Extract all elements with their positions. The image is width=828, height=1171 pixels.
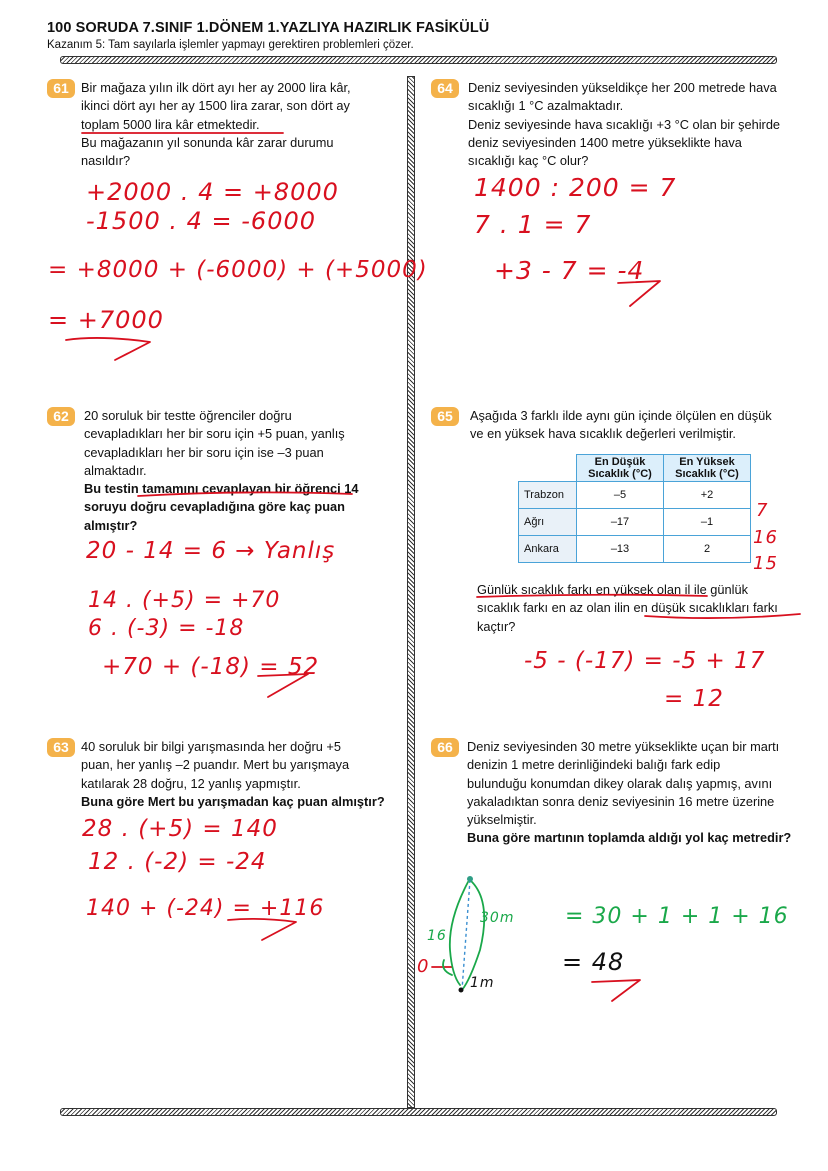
solution-62-answer: +70 + (-18) = 52 <box>102 654 320 680</box>
solution-65-answer: = 12 <box>664 686 724 712</box>
underline-65b <box>645 614 800 618</box>
solution-63-line2: 12 . (-2) = -24 <box>88 849 267 875</box>
dive-vertical-line <box>462 880 470 990</box>
solution-64-answer: +3 - 7 = -4 <box>494 256 645 285</box>
question-63-text: 40 soruluk bir bilgi yarışmasında her doğru +5 puan, her yanlış –2 puandır. Mert bu yarışmaya katılarak 28 doğru, 12 yanlış yapmıştır. Buna göre Mert bu yarışmadan kaç puan almıştır? <box>81 739 385 809</box>
table-row: Trabzon –5 +2 <box>519 482 751 509</box>
page-title: 100 SORUDA 7.SINIF 1.DÖNEM 1.YAZLIYA HAZIRLIK FASİKÜLÜ <box>47 20 490 36</box>
solution-66-line1: = 30 + 1 + 1 + 16 <box>565 904 789 929</box>
question-66-text: Deniz seviyesinden 30 metre yükseklikte uçan bir martı denizin 1 metre derinliğindeki balığı fark edip bulunduğu konumdan dikey olarak dalış yapmış, avını yakaladıktan sonra deniz seviyesinin 16 metre üzerine yükselmiştir. Buna göre martının toplamda aldığı yol kaç metredir? <box>467 739 792 846</box>
solution-65-line1: -5 - (-17) = -5 + 17 <box>524 648 766 674</box>
solution-62-line2: 14 . (+5) = +70 <box>88 588 281 613</box>
diagram-label-up: 16 <box>427 928 447 944</box>
question-number-61: 61 <box>47 79 75 98</box>
page-subtitle: Kazanım 5: Tam sayılarla işlemler yapmayı gerektiren problemleri çözer. <box>47 39 414 51</box>
underline-62 <box>138 492 352 496</box>
solution-61-answer: = +7000 <box>48 306 164 334</box>
diagram-label-zero: 0 <box>417 956 430 977</box>
question-64-text: Deniz seviyesinden yükseldikçe her 200 metrede hava sıcaklığı 1 °C azalmaktadır. Deniz seviyesinde hava sıcaklığı +3 °C olan bir şehirde deniz seviyesinden 1400 metre yükseklikte hava sıcaklığı kaç °C olur? <box>468 80 781 169</box>
solution-63-answer: 140 + (-24) = +116 <box>86 896 325 921</box>
solution-62-line1: 20 - 14 = 6 → Yanlış <box>86 538 336 564</box>
answer-swash-61 <box>66 338 150 360</box>
diagram-label-down: 30m <box>480 910 515 926</box>
table-header-high: En Yüksek Sıcaklık (°C) <box>664 455 751 482</box>
question-65-text: Aşağıda 3 farklı ilde aynı gün içinde ölçülen en düşük ve en yüksek hava sıcaklık değerleri verilmiştir. <box>470 408 772 442</box>
question-number-63: 63 <box>47 738 75 757</box>
underline-65a <box>477 595 707 597</box>
dive-arc-left <box>450 882 468 985</box>
table-row: Ankara –13 2 <box>519 536 751 563</box>
table-row: Ağrı –17 –1 <box>519 509 751 536</box>
question-61-text: Bir mağaza yılın ilk dört ayı her ay 2000 lira kâr, ikinci dört ayı her ay 1500 lira zarar, son dört ay toplam 5000 lira kâr etmektedir. Bu mağazanın yıl sonunda kâr zarar durumu nasıldır? <box>81 80 351 169</box>
seagull-start-point <box>467 876 473 882</box>
solution-66-answer: = 48 <box>562 948 625 976</box>
solution-61-line2: -1500 . 4 = -6000 <box>86 207 316 235</box>
table-note-agri: 16 <box>753 527 778 548</box>
table-note-ankara: 15 <box>753 553 778 574</box>
solution-64-line1: 1400 : 200 = 7 <box>474 173 677 202</box>
fish-point <box>459 988 464 993</box>
solution-61-line1: +2000 . 4 = +8000 <box>86 178 339 206</box>
question-62-text: 20 soruluk bir testte öğrenciler doğru cevapladıkları her bir soru için +5 puan, yanlış cevapladıkları her bir soru için ise –3 puan almaktadır. Bu testin tamamını cevaplayan bir öğrenci 14 soruyu doğru cevapladığına göre kaç puan almıştır? <box>84 408 359 533</box>
table-header-low: En Düşük Sıcaklık (°C) <box>577 455 664 482</box>
question-number-62: 62 <box>47 407 75 426</box>
solution-64-line2: 7 . 1 = 7 <box>474 210 592 239</box>
answer-swash-66 <box>592 980 640 1001</box>
diagram-label-depth: 1m <box>470 975 495 991</box>
answer-swash-64 <box>618 281 660 306</box>
question-number-66: 66 <box>431 738 459 757</box>
answer-swash-62 <box>258 674 308 697</box>
table-note-trabzon: 7 <box>756 500 769 521</box>
answer-swash-63 <box>228 919 296 940</box>
solution-63-line1: 28 . (+5) = 140 <box>82 816 278 842</box>
solution-62-line3: 6 . (-3) = -18 <box>88 616 245 641</box>
question-65-followup: Günlük sıcaklık farkı en yüksek olan il ile günlük sıcaklık farkı en az olan ilin en düşük sıcaklıkları farkı kaçtır? <box>477 582 778 634</box>
solution-61-line3: = +8000 + (-6000) + (+5000) <box>48 257 428 283</box>
question-number-65: 65 <box>431 407 459 426</box>
question-number-64: 64 <box>431 79 459 98</box>
